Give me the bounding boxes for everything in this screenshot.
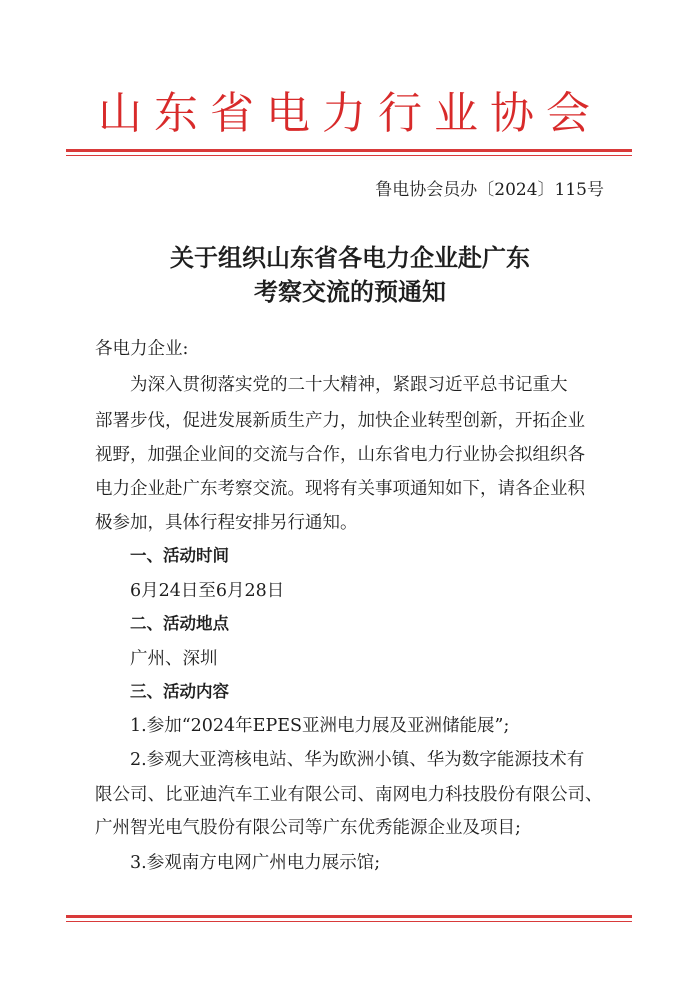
intro-paragraph-line: 为深入贯彻落实党的二十大精神，紧跟习近平总书记重大: [130, 375, 568, 395]
intro-paragraph-line: 视野，加强企业间的交流与合作，山东省电力行业协会拟组织各: [95, 445, 585, 465]
section-text-location: 广州、深圳: [130, 649, 218, 669]
section-text-time: 6月24日至6月28日: [130, 581, 285, 601]
letterhead-red-rule-thin: [66, 155, 632, 156]
document-title-line-1: 关于组织山东省各电力企业赴广东: [170, 243, 530, 272]
section-heading-time: 一、活动时间: [130, 546, 229, 565]
intro-paragraph-line: 极参加，具体行程安排另行通知。: [95, 513, 358, 533]
section-heading-location: 二、活动地点: [130, 614, 229, 633]
content-item-2-line: 2.参观大亚湾核电站、华为欧洲小镇、华为数字能源技术有: [130, 750, 585, 770]
document-title-line-2: 考察交流的预通知: [254, 277, 446, 306]
letterhead-red-rule: [66, 149, 632, 152]
footer-red-rule-thin: [66, 921, 632, 922]
intro-paragraph-line: 电力企业赴广东考察交流。现将有关事项通知如下，请各企业积: [95, 479, 585, 499]
letterhead-org-name: 山东省电力行业协会: [98, 88, 602, 139]
section-heading-content: 三、活动内容: [130, 682, 229, 701]
footer-red-rule: [66, 915, 632, 918]
content-item-2-line: 限公司、比亚迪汽车工业有限公司、南网电力科技股份有限公司、: [95, 785, 603, 805]
document-number: 鲁电协会员办〔2024〕115号: [375, 180, 604, 200]
content-item-3: 3.参观南方电网广州电力展示馆;: [130, 853, 381, 873]
intro-paragraph-line: 部署步伐，促进发展新质生产力，加快企业转型创新，开拓企业: [95, 411, 585, 431]
content-item-1: 1.参加“2024年EPES亚洲电力展及亚洲储能展”;: [130, 716, 510, 736]
salutation: 各电力企业:: [95, 339, 189, 359]
content-item-2-line: 广州智光电气股份有限公司等广东优秀能源企业及项目;: [95, 818, 521, 838]
